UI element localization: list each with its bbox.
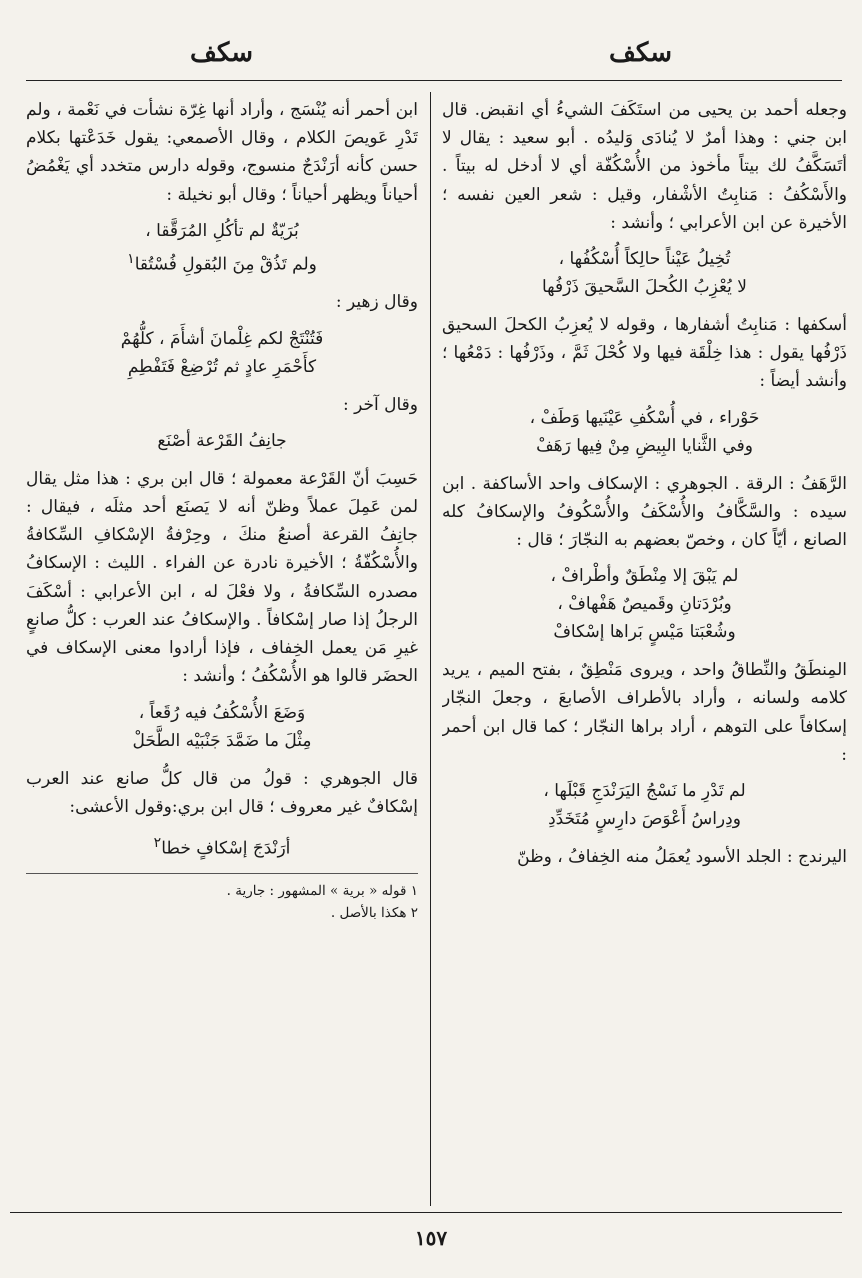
header-rule xyxy=(26,80,842,81)
footnote: ٢ هكذا بالأصل . xyxy=(330,904,418,921)
verse-line: لا يُعْزِبُ الكُحلَ السَّحيقَ ذَرْفُها xyxy=(541,277,748,298)
verse-line: مِثْلَ ما ضَمَّدَ جَنْبَيْه الطَّحَلْ xyxy=(132,730,312,751)
footnotes xyxy=(26,880,418,924)
verse-line: لم تَدْرِ ما نَسْجُ اليَرَنْدَجِ قَبْلَها ، xyxy=(543,781,746,802)
entry-paragraph: المِنطَقُ والنِّطاقُ واحد ، ويروى مَنْطِقٌ ، بفتح الميم ، يريد كلامه ولسانه ، وأراد بالأطراف الأصابعَ ، وجعلَ النجّار إسكافاً على التوهم ، أراد براها النجّار ؛ كما قال ابن أحمر : xyxy=(442,660,847,765)
verse-line: وفي الثَّنايا البِيضِ مِنْ فِيها رَهَفْ xyxy=(536,435,753,456)
verse-line xyxy=(26,245,418,279)
entry-paragraph: وقال زهير : xyxy=(335,292,418,313)
verse-text: ولم تَذُقْ مِنَ البُقولِ فُسْتُقا xyxy=(134,254,317,275)
verse-line: وشُعْبَتا مَيْسٍ بَراها إسْكافْ xyxy=(553,622,736,643)
footnote-marker: ٢ xyxy=(153,834,162,851)
headword-right: سكف xyxy=(608,38,672,68)
left-column xyxy=(26,96,418,1206)
poem-verse xyxy=(442,245,847,301)
poem-verse xyxy=(442,404,847,460)
verse-line: وَضَعَ الأُسْكُفُ فيه رُقَعاً ، xyxy=(138,702,306,723)
footer-rule xyxy=(10,1212,842,1213)
poem-verse xyxy=(442,562,847,646)
verse-line: وبُرْدَتانِ وقَميصٌ هَفْهافْ ، xyxy=(557,594,732,615)
entry-paragraph: ابن أحمر أنه يُنْسَج ، وأراد أنها غِرّة نشأت في نَعْمة ، ولم تَدْرِ عَويصَ الكلام ، وقال الأصمعي: يقول خَدَعْتها بكلام حسن كأنه أرَنْدَجٌ منسوج، وقوله دارس متخدد أي يَغْمُضُ أحياناً ويظهر أحياناً ؛ وقال أبو نخيلة : xyxy=(26,100,418,205)
verse-text: أرَنْدَجَ إسْكافٍ خطا xyxy=(161,838,291,859)
headword-left: سكف xyxy=(190,38,254,68)
poem-verse xyxy=(26,325,418,381)
right-column xyxy=(442,96,847,1206)
verse-line: جانِفُ القَرْعة أصْنَع xyxy=(157,430,287,451)
footnote-marker: ١ xyxy=(127,250,135,267)
footnote: ١ قوله « برية » المشهور : جارية . xyxy=(226,882,418,899)
verse-line xyxy=(26,829,418,863)
verse-line: حَوْراء ، في أُسْكُفِ عَيْنَيها وَطَفْ ، xyxy=(529,407,760,428)
entry-paragraph: وجعله أحمد بن يحيى من استَكَفَ الشيءُ أي انقبض. قال ابن جني : وهذا أمرٌ لا يُنادَى وَليدُه . أبو سعيد : يقال لا أتَسَكَّفُ لك بيتاً مأخوذ من الأُسْكُفّة أي لا أدخل له بيتاً . والأَسْكُفُ : مَنابِتُ الأشْفار، وقيل : شعر العين نفسه ؛ الأخيرة عن ابن الأعرابي ؛ وأنشد : xyxy=(442,100,847,233)
page-header xyxy=(20,38,842,78)
verse-line: لم يَبْقَ إلا مِنْطَقٌ وأطْرافْ ، xyxy=(550,566,739,587)
page-number: ١٥٧ xyxy=(414,1226,448,1250)
entry-paragraph: وقال آخر : xyxy=(342,394,418,415)
footnote-separator xyxy=(26,873,418,874)
poem-verse xyxy=(26,427,418,455)
entry-paragraph: اليرندج : الجلد الأسود يُعمَلُ منه الخِفافُ ، وظنّ xyxy=(517,847,847,868)
poem-verse xyxy=(26,699,418,755)
verse-line: كأَحْمَرِ عادٍ ثم تُرْضِعْ فَتَفْطِمِ xyxy=(127,356,317,377)
verse-line: بُرَيّةٌ لم تأكُلِ المُرَقَّقا ، xyxy=(145,220,299,241)
poem-verse xyxy=(442,777,847,833)
entry-paragraph: الرَّهَفُ : الرقة . الجوهري : الإسكاف واحد الأساكفة . ابن سيده : والسَّكَّافُ والأُسْكَفُ والأُسْكُوفُ والإسكافُ كله الصانع ، أيّاً كان ، وخصّ بعضهم به النجّارَ ؛ قال : xyxy=(442,473,847,551)
entry-paragraph: قال الجوهري : قولُ من قال كلُّ صانع عند العرب إسْكافٌ غير معروف ؛ قال ابن بري:وقول الأعشى: xyxy=(26,768,418,817)
verse-line: ودِراسُ أَعْوَصَ دارِسٍ مُتَخَدِّدِ xyxy=(548,809,741,830)
column-divider xyxy=(430,92,431,1206)
entry-paragraph: أسكفها : مَنابِتُ أشفارها ، وقوله لا يُعزِبُ الكحلَ السحيق ذَرْفُها يقول : هذا خِلْقَة فيها ولا كُحْلَ ثَمَّ ، وذَرْفُها : دَمْعُها ؛ وأنشد أيضاً : xyxy=(442,315,847,392)
entry-paragraph: حَسِبَ أنّ القَرْعة معمولة ؛ قال ابن بري : هذا مثل يقال لمن عَمِلَ عملاً وظنّ أنه لا يَصنَع أحد مثلَه ، فيقال : جانِفُ القرعة أصنعُ منكَ ، وحِرْفةُ الإسْكافِ السِّكافةُ والأُسْكُفّةُ ؛ الأخيرة نادرة عن الفراء . الليث : الإسكافُ مصدره السِّكافةُ ، ولا فعْلَ له ، ابن الأعرابي : أسْكَفَ الرجلُ إذا صار إسْكافاً . والإسكافُ عند العرب : كلُّ صانعٍ غيرِ مَن يعمل الخِفاف ، فإذا أرادوا معنى الإسكاف في الحضَر قالوا هو الأُسْكُفُ ؛ وأنشد : xyxy=(26,468,418,687)
verse-line: فَتُنْتَجْ لكم غِلْمانَ أشأَمَ ، كلُّهُمْ xyxy=(120,328,324,349)
poem-verse xyxy=(26,217,418,279)
poem-verse xyxy=(26,829,418,863)
verse-line: تُخِيلُ عَيْناً حالِكاً أُسْكُفُها ، xyxy=(558,249,731,270)
